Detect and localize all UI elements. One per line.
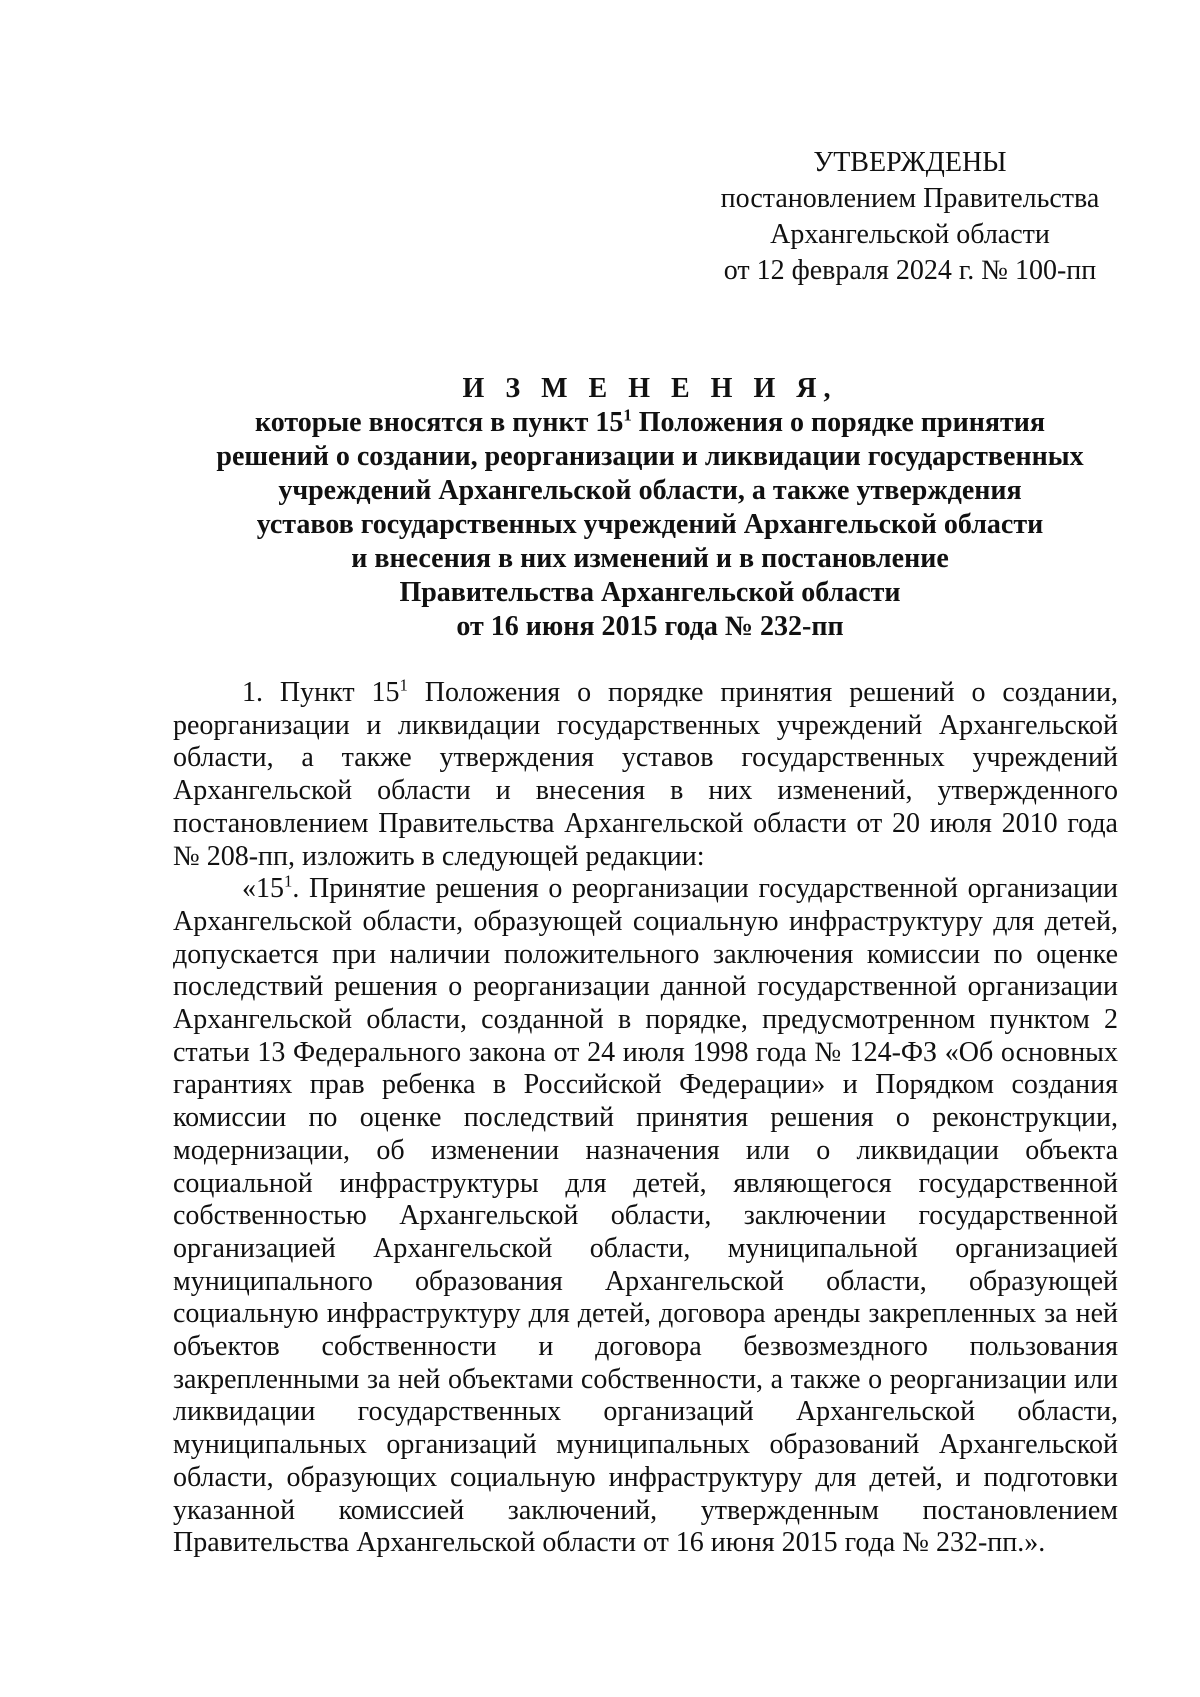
approval-line: Архангельской области <box>770 219 1050 250</box>
paragraph-1 <box>173 677 1118 873</box>
paragraph-2 <box>173 873 1118 1560</box>
paragraph-text: «15 <box>242 873 284 905</box>
approval-stamp <box>700 145 1120 289</box>
heading-line: и внесения в них изменений и в постановление <box>351 543 949 574</box>
approval-line: постановлением Правительства <box>720 183 1100 214</box>
heading-text: которые вносятся в пункт 15 <box>254 407 624 438</box>
document-body <box>173 677 1118 1560</box>
heading-line <box>170 406 1130 440</box>
heading-line: учреждений Архангельской области, а также утверждения <box>278 475 1022 506</box>
heading-line: уставов государственных учреждений Архангельской области <box>256 509 1044 540</box>
superscript: 1 <box>623 405 632 425</box>
superscript: 1 <box>284 871 293 891</box>
heading-title: И З М Е Н Е Н И Я, <box>462 373 838 404</box>
superscript: 1 <box>399 675 408 695</box>
approval-date: от 12 февраля 2024 г. № 100-пп <box>723 255 1097 286</box>
document-heading <box>170 372 1130 644</box>
paragraph-text: . Принятие решения о реорганизации государственной организации Архангельской области, образующей социальную инфраструктуру для детей, допускается при наличии положительного заключения комиссии по оценке последствий решения о реорганизации данной государственной организации Архангельской области, созданной в порядке, предусмотренном пунктом 2 статьи 13 Федерального закона от 24 июля 1998 года № 124-ФЗ «Об основных гарантиях прав ребенка в Российской Федерации» и Порядком создания комиссии по оценке последствий принятия решения о реконструкции, модернизации, об изменении назначения или о ликвидации объекта социальной инфраструктуры для детей, являющегося государственной собственностью Архангельской области, заключении государственной организацией Архангельской области, муниципальной организацией муниципального образования Архангельской области, образующей социальную инфраструктуру для детей, договора аренды закрепленных за ней объектов собственности и договора безвозмездного пользования закрепленными за ней объектами собственности, а также о реорганизации или ликвидации государственных организаций Архангельской области, муниципальных организаций муниципальных образований Архангельской области, образующих социальную инфраструктуру для детей, и подготовки указанной комиссией заключений, утвержденным постановлением Правительства Архангельской области от 16 июня 2015 года № 232-пп.». <box>173 873 1118 1559</box>
heading-text: Положения о порядке принятия <box>631 407 1046 438</box>
heading-line: от 16 июня 2015 года № 232-пп <box>456 611 844 642</box>
paragraph-text: Положения о порядке принятия решений о создании, реорганизации и ликвидации государственных учреждений Архангельской области, а также утверждения уставов государственных учреждений Архангельской области и внесения в них изменений, утвержденного постановлением Правительства Архангельской области от 20 июля 2010 года № 208-пп, изложить в следующей редакции: <box>173 677 1118 872</box>
paragraph-text: 1. Пункт 15 <box>242 677 400 708</box>
heading-line: решений о создании, реорганизации и ликвидации государственных <box>216 441 1084 472</box>
approval-title: УТВЕРЖДЕНЫ <box>813 147 1007 178</box>
heading-line: Правительства Архангельской области <box>399 577 901 608</box>
